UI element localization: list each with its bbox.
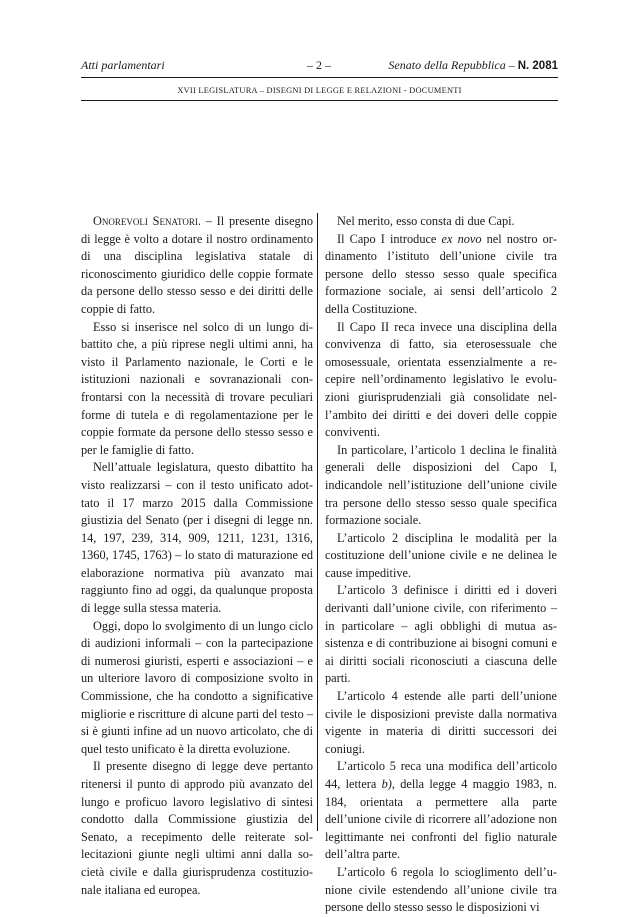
header-right <box>388 58 558 73</box>
paragraph: Il Capo II reca invece una disciplina della convivenza di fatto, sia eterosessuale che omosessuale, orientata essenzialmente a recepire nell’ordinamento legislativo le evoluzioni giurisprudenziali già consolidate nell’ambito dei diritti e dei doveri delle coppie conviventi. <box>325 319 557 440</box>
header-right-text: Senato della Repubblica – <box>388 58 515 72</box>
subheader-rule <box>81 100 558 101</box>
left-column <box>81 213 313 899</box>
paragraph: L’articolo 3 definisce i diritti ed i doveri derivanti dall’unione civile, con riferimento – in particolare – agli obblighi di mutua assistenza e di contribuzione ai bisogni comuni e ai diritti sociali riconosciuti a ciascuna delle parti. <box>325 583 557 686</box>
paragraph-text: , della legge 4 maggio 1983, n. 184, orientata a permettere alla parte dell’unione civile di ricorrere all’adozione non legittimante nei confronti del figlio naturale dell’altra parte. <box>325 777 557 862</box>
header-rule <box>81 77 558 78</box>
page-number: – 2 – <box>307 58 331 72</box>
header-left: Atti parlamentari <box>81 58 165 72</box>
right-column <box>325 213 557 917</box>
paragraph-text: – Il presente disegno di legge è volto a dotare il nostro ordinamento di una disciplina legislativa statale di riconoscimento giuridico delle coppie formate da persone dello stesso sesso e dei diritti delle coppie di fatto. <box>81 214 313 316</box>
salutation: Onorevoli Senatori. <box>93 214 201 228</box>
column-divider <box>317 213 318 831</box>
legislature-subheader: XVII LEGISLATURA – DISEGNI DI LEGGE E RELAZIONI - DOCUMENTI <box>177 86 462 95</box>
paragraph: Esso si inserisce nel solco di un lungo dibattito che, a più riprese negli ultimi anni, ha visto il Parlamento nazionale, le Corti e le istituzioni nazionali e sovranazionali confrontarsi con la necessità di trovare peculiari forme di tutela e di regolamentazione per le coppie formate da persone dello stesso sesso e per le famiglie di fatto. <box>81 319 313 457</box>
paragraph: Il presente disegno di legge deve pertanto ritenersi il punto di approdo più avanzato del lungo e proficuo lavoro legislativo di sintesi condotto dalla Commissione giustizia del Senato, a recepimento delle reiterate sollecitazioni giunte negli ultimi anni dalla società civile e dalla giurisprudenza costituzionale italiana ed europea. <box>81 759 313 897</box>
paragraph <box>325 758 557 864</box>
emphasis: ex novo <box>441 231 482 246</box>
paragraph: L’articolo 6 regola lo scioglimento dell’unione civile estendendo all’unione civile tra persone dello stesso sesso le disposizioni vi <box>325 864 557 915</box>
page-header <box>81 58 558 76</box>
paragraph: Nel merito, esso consta di due Capi. <box>337 214 515 228</box>
document-number: N. 2081 <box>517 60 558 72</box>
paragraph-text: L’articolo 5 reca una modifica dell’articolo 44, lettera <box>325 759 557 791</box>
paragraph: In particolare, l’articolo 1 declina le finalità generali delle disposizioni del Capo I, indicandole nell’istituzione dell’unione civile tra persone dello stesso sesso quale specifica formazione sociale. <box>325 442 557 528</box>
paragraph-text: nel nostro ordinamento l’istituto dell’unione civile tra persone dello stesso sesso quale specifica formazione sociale, ai sensi dell’articolo 2 della Costituzione. <box>325 231 557 316</box>
paragraph: L’articolo 4 estende alle parti dell’unione civile le disposizioni previste dalla normativa vigente in materia di diritti successori dei coniugi. <box>325 689 557 756</box>
paragraph <box>81 213 313 319</box>
paragraph <box>325 231 557 319</box>
paragraph: Oggi, dopo lo svolgimento di un lungo ciclo di audizioni informali – con la partecipazione di numerosi giuristi, esperti e associazioni – e un ulteriore lavoro di composizione svolto in Commissione, che ha condotto a significative migliorie e riscritture di alcune parti del testo – si è giunti infine ad un nuovo articolato, che di quel testo unificato è la diretta evoluzione. <box>81 618 313 756</box>
emphasis: b) <box>381 777 392 791</box>
paragraph: Nell’attuale legislatura, questo dibattito ha visto realizzarsi – con il testo unificato adottato il 17 marzo 2015 dalla Commissione giustizia del Senato (per i disegni di legge nn. 14, 197, 239, 314, 909, 1211, 1231, 1316, 1360, 1745, 1763) – lo stato di maturazione ed elaborazione normativa più avanzato mai raggiunto fino ad oggi, da qualunque proposta di legge sulla stessa materia. <box>81 460 313 616</box>
paragraph: L’articolo 2 disciplina le modalità per la costituzione dell’unione civile e ne delinea le cause impeditive. <box>325 530 557 580</box>
paragraph-text: Il Capo I introduce <box>337 231 442 246</box>
